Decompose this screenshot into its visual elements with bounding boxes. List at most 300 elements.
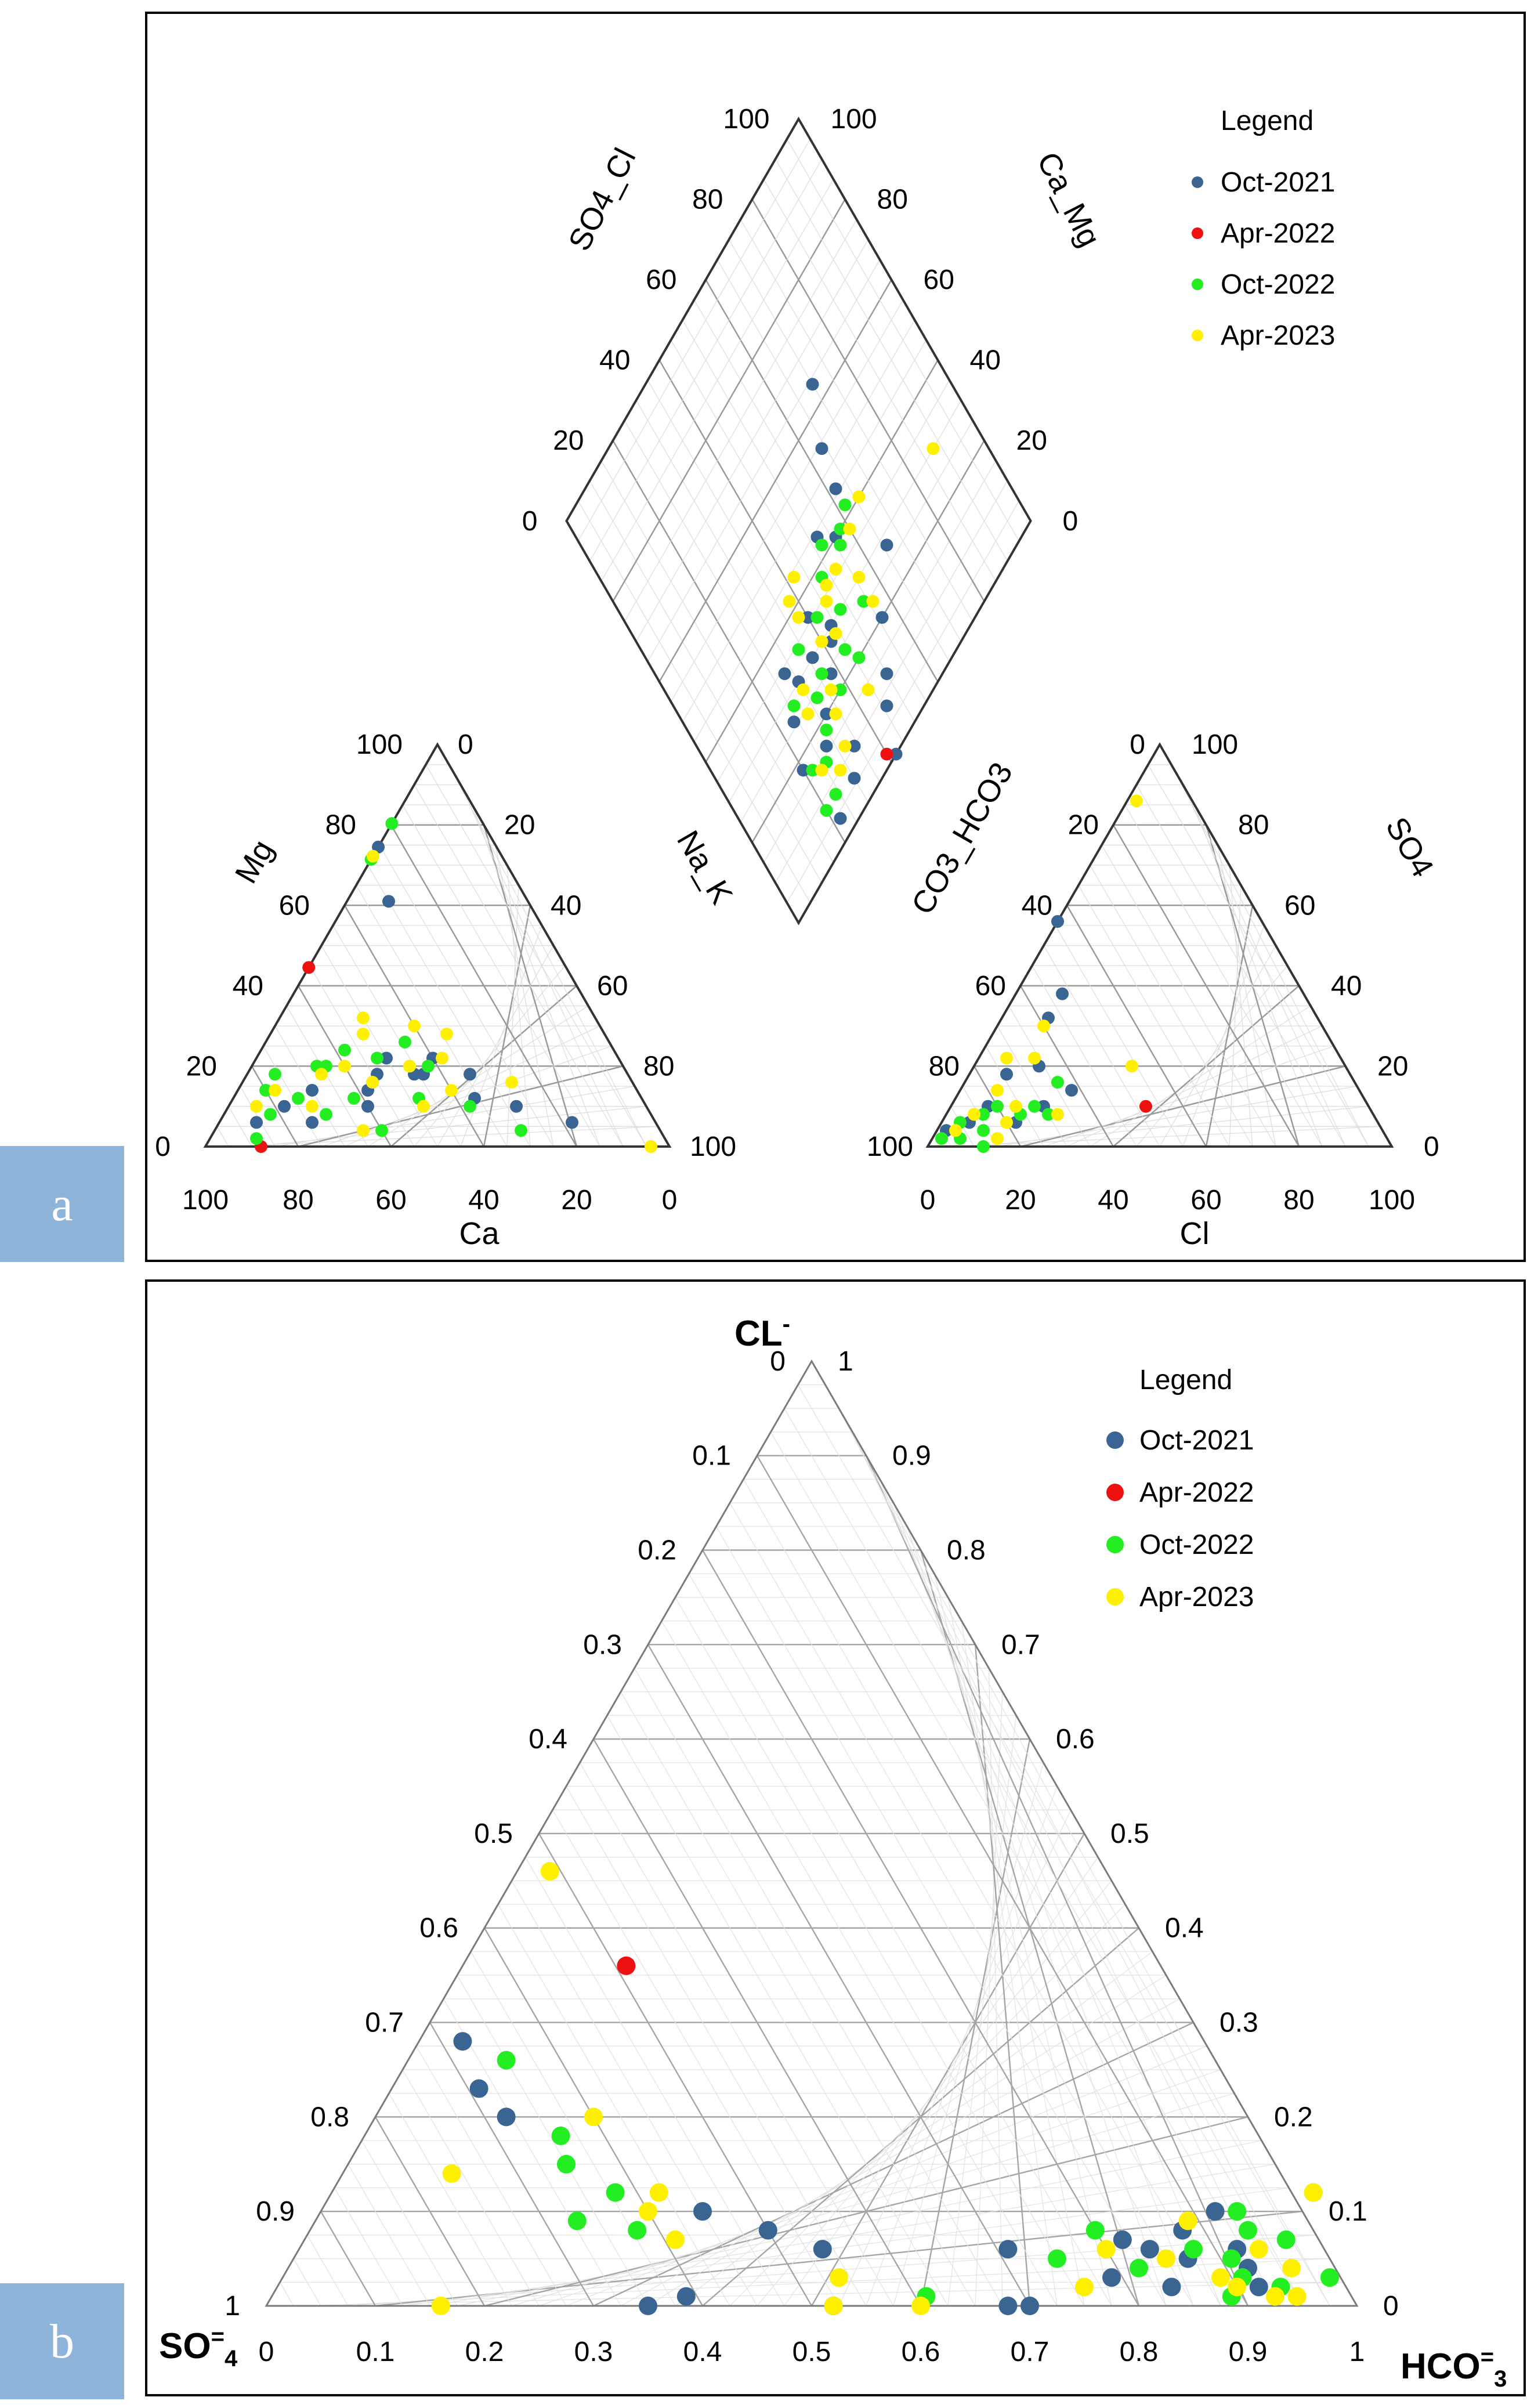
axis-label-so4-sup: = [211, 2324, 225, 2349]
cation-point-oct-2022 [264, 1108, 277, 1121]
cation-point-oct-2021 [306, 1084, 319, 1097]
cation-left-tick-label: 100 [356, 729, 403, 761]
cation-point-oct-2021 [566, 1116, 578, 1129]
anion-bottom-tick-label: 80 [1283, 1185, 1315, 1216]
anion-left-tick-label: 100 [866, 1131, 913, 1162]
cation-point-oct-2022 [464, 1100, 476, 1113]
anion-point-apr-2022 [1139, 1100, 1152, 1113]
cation-label-ca: Ca [459, 1216, 500, 1251]
diamond-point-apr-2023 [867, 595, 880, 608]
diamond-right-tick-label: 0 [1062, 505, 1079, 537]
axis-label-cl-text: CL [734, 1314, 783, 1354]
ternary-grid-line [362, 2141, 458, 2306]
ternary-grid-line [389, 2094, 512, 2306]
ternary-point-oct-2022 [606, 2183, 625, 2202]
piper-diagram [147, 14, 1528, 1264]
cation-right-tick-label: 60 [597, 970, 628, 1001]
ternary-point-apr-2023 [1179, 2211, 1197, 2230]
ternary-bottom-tick-label: 0.7 [1010, 2337, 1050, 2367]
diamond-right-tick-label: 100 [830, 103, 877, 135]
ternary-point-oct-2022 [497, 2051, 516, 2070]
ternary-point-oct-2021 [1162, 2277, 1181, 2296]
cation-bottom-tick-label: 20 [561, 1185, 592, 1216]
legend-item-oct-2022 [1106, 1530, 1254, 1560]
cation-point-oct-2022 [292, 1092, 305, 1105]
ternary-point-oct-2022 [628, 2221, 646, 2240]
legend-label: Apr-2022 [1139, 1477, 1254, 1508]
legend-title: Legend [1221, 106, 1314, 136]
anion-label-co3-hco3: CO3_HCO3 [904, 756, 1020, 921]
panel-a-tag: a [0, 1146, 124, 1262]
diamond-point-apr-2023 [830, 563, 842, 576]
diamond-point-oct-2021 [779, 667, 791, 680]
cation-point-apr-2023 [436, 1052, 448, 1065]
ternary-bottom-tick-label: 0.3 [574, 2337, 613, 2367]
cation-point-oct-2022 [250, 1132, 263, 1145]
anion-right-tick-label: 80 [1238, 809, 1269, 841]
piper-points [250, 378, 1152, 1153]
anion-point-apr-2023 [1009, 1100, 1022, 1113]
diamond-point-oct-2021 [848, 772, 861, 784]
anion-bottom-tick-label: 20 [1005, 1185, 1036, 1216]
axis-label-so4-text: SO [159, 2326, 211, 2366]
panel-b-tag: b [0, 2283, 124, 2399]
anion-bottom-tick-label: 60 [1190, 1185, 1222, 1216]
diamond-right-tick-label: 40 [969, 345, 1001, 376]
cation-triangle-grid-line [426, 765, 646, 1147]
ternary-point-apr-2023 [639, 2202, 657, 2221]
ternary-grid-line [553, 1810, 839, 2306]
anion-point-oct-2022 [977, 1124, 990, 1137]
ternary-point-oct-2021 [998, 2297, 1017, 2315]
cation-point-apr-2023 [315, 1068, 328, 1080]
diamond-point-oct-2022 [811, 692, 824, 704]
diamond-point-apr-2023 [927, 442, 940, 455]
diamond-point-oct-2022 [816, 538, 828, 551]
legend-label: Oct-2022 [1139, 1530, 1254, 1560]
cation-bottom-tick-label: 40 [468, 1185, 500, 1216]
diamond-point-oct-2021 [881, 538, 893, 551]
anion-triangle-grid-line [1171, 765, 1369, 1147]
cation-point-apr-2023 [250, 1100, 263, 1113]
cation-left-tick-label: 60 [278, 890, 310, 921]
ternary-point-apr-2023 [432, 2297, 450, 2315]
ternary-point-oct-2022 [1239, 2221, 1257, 2240]
ternary-point-oct-2022 [568, 2211, 587, 2230]
ternary-point-oct-2021 [759, 2221, 777, 2240]
ternary-point-oct-2021 [813, 2240, 832, 2258]
diamond-point-oct-2022 [834, 538, 847, 551]
legend-marker [1192, 227, 1203, 239]
cation-point-apr-2023 [306, 1100, 319, 1113]
ternary-point-oct-2022 [1320, 2268, 1339, 2287]
cation-label-na-k: Na_K [670, 825, 740, 910]
ternary-bottom-tick-label: 1 [1349, 2337, 1365, 2367]
cation-point-apr-2023 [357, 1028, 370, 1040]
diamond-point-oct-2021 [806, 378, 819, 391]
ternary-right-tick-label: 0.1 [1329, 2196, 1367, 2228]
anion-point-apr-2023 [991, 1132, 1004, 1145]
cation-point-oct-2021 [361, 1100, 374, 1113]
anion-right-tick-label: 60 [1284, 890, 1316, 921]
anion-right-tick-label: 0 [1424, 1131, 1439, 1162]
diamond-left-tick-label: 20 [553, 425, 584, 457]
cation-point-oct-2021 [250, 1116, 263, 1129]
cation-point-oct-2022 [375, 1124, 388, 1137]
ternary-bottom-tick-label: 0.4 [683, 2337, 722, 2367]
anion-right-tick-label: 100 [1192, 729, 1239, 761]
cation-point-apr-2023 [408, 1019, 421, 1032]
ternary-left-tick-label: 0.7 [365, 2007, 404, 2038]
ternary-right-tick-label: 1 [838, 1346, 853, 1377]
ternary-point-oct-2021 [1206, 2202, 1225, 2221]
diamond-label-so4-cl: SO4_Cl [562, 142, 643, 256]
anion-point-apr-2023 [991, 1084, 1004, 1097]
anion-left-tick-label: 40 [1021, 890, 1052, 921]
anion-triangle-grid-line [1079, 885, 1229, 1147]
ternary-bottom-tick-label: 0.5 [792, 2337, 831, 2367]
axis-label-hco3 [1401, 2344, 1507, 2392]
ternary-grid-line [526, 1857, 785, 2306]
diamond-point-oct-2021 [788, 715, 801, 728]
cation-right-tick-label: 20 [504, 809, 535, 841]
anion-point-apr-2023 [949, 1124, 962, 1137]
cation-point-oct-2021 [510, 1100, 523, 1113]
diamond-point-oct-2022 [820, 804, 833, 817]
ternary-point-apr-2023 [1228, 2277, 1246, 2296]
anion-left-tick-label: 60 [975, 970, 1006, 1001]
cation-bottom-tick-label: 0 [661, 1185, 678, 1216]
ternary-grid-line [607, 1715, 949, 2306]
axis-label-hco3-text: HCO [1401, 2346, 1481, 2387]
diamond-point-oct-2022 [792, 643, 805, 656]
ternary-bottom-tick-label: 0.1 [356, 2337, 395, 2367]
cation-bottom-tick-label: 100 [182, 1185, 229, 1216]
anion-point-oct-2022 [1028, 1100, 1041, 1113]
ternary-point-apr-2023 [824, 2297, 843, 2315]
legend-marker [1106, 1431, 1124, 1449]
cation-point-apr-2022 [302, 961, 315, 974]
cation-point-oct-2022 [515, 1124, 527, 1137]
ternary-right-tick-label: 0.8 [947, 1535, 986, 1566]
ternary-point-apr-2023 [1157, 2250, 1175, 2268]
ternary-left-tick-label: 0.4 [529, 1724, 567, 1755]
diamond-point-oct-2022 [788, 699, 801, 712]
ternary-grid-line [307, 2235, 349, 2306]
ternary-point-oct-2021 [998, 2240, 1017, 2258]
cation-label-mg: Mg [228, 834, 281, 890]
ternary-grid-line [580, 1763, 894, 2306]
ternary-grid-line [716, 1527, 1167, 2306]
cation-point-apr-2023 [269, 1084, 281, 1097]
ternary-point-apr-2023 [911, 2297, 930, 2315]
anion-bottom-tick-label: 0 [920, 1185, 936, 1216]
diamond-point-oct-2021 [806, 651, 819, 664]
ternary-point-apr-2023 [584, 2107, 603, 2126]
ternary-point-oct-2021 [1020, 2297, 1039, 2315]
ternary-point-oct-2022 [1130, 2259, 1148, 2277]
cation-point-oct-2021 [464, 1068, 476, 1080]
cation-point-oct-2022 [399, 1036, 411, 1048]
ternary-right-tick-label: 0.9 [892, 1440, 931, 1471]
legend-marker [1192, 176, 1203, 188]
axis-label-so4 [159, 2324, 238, 2371]
ternary-point-oct-2021 [497, 2107, 516, 2126]
cation-left-tick-label: 40 [232, 970, 263, 1001]
ternary-point-apr-2023 [1288, 2287, 1307, 2306]
cation-point-oct-2021 [278, 1100, 291, 1113]
anion-point-apr-2023 [1028, 1052, 1041, 1065]
cation-point-apr-2023 [357, 1124, 370, 1137]
cation-point-apr-2023 [445, 1084, 458, 1097]
ternary-grid-line [689, 1574, 1112, 2306]
cation-left-tick-label: 20 [186, 1051, 217, 1082]
ternary-point-apr-2023 [650, 2183, 668, 2202]
ternary-point-oct-2022 [552, 2127, 570, 2145]
legend-label: Oct-2021 [1221, 167, 1336, 198]
ternary-point-oct-2022 [1228, 2202, 1246, 2221]
cation-point-apr-2023 [403, 1060, 416, 1072]
ternary-point-oct-2022 [1222, 2250, 1241, 2268]
diamond-point-oct-2022 [839, 643, 852, 656]
cation-triangle-grid-line [449, 765, 646, 1147]
diamond-point-apr-2023 [816, 764, 828, 776]
ternary-bottom-tick-label: 0.6 [901, 2337, 940, 2367]
ternary-point-oct-2021 [693, 2202, 712, 2221]
ternary-point-apr-2023 [1266, 2287, 1284, 2306]
anion-triangle-grid-line [1102, 845, 1276, 1147]
legend-label: Apr-2023 [1139, 1582, 1254, 1612]
cation-point-oct-2022 [348, 1092, 360, 1105]
legend-label: Apr-2023 [1221, 320, 1336, 351]
legend-marker [1192, 279, 1203, 290]
ternary-grid-line [635, 1668, 1003, 2306]
ternary-left-tick-label: 0 [770, 1346, 786, 1377]
anion-triangle-grid-line [1055, 925, 1183, 1147]
anion-point-oct-2022 [935, 1132, 948, 1145]
ternary-left-tick-label: 0.1 [692, 1440, 731, 1471]
ternary-point-apr-2023 [443, 2164, 461, 2183]
ternary-right-tick-label: 0.6 [1056, 1724, 1095, 1755]
anion-bottom-tick-label: 40 [1098, 1185, 1129, 1216]
axis-label-hco3-sup: = [1480, 2344, 1494, 2370]
ternary-grid-line [798, 1385, 1330, 2306]
anion-point-oct-2021 [1051, 915, 1064, 928]
ternary-point-apr-2023 [541, 1862, 559, 1881]
legend-marker [1106, 1484, 1124, 1501]
diamond-point-oct-2021 [816, 442, 828, 455]
anion-point-apr-2023 [1051, 1108, 1064, 1121]
diamond-point-apr-2023 [853, 490, 866, 503]
ternary-diagram-panel [145, 1279, 1526, 2396]
ternary-point-oct-2021 [1102, 2268, 1121, 2287]
legend-a [1192, 106, 1335, 351]
diamond-point-apr-2023 [862, 684, 875, 696]
legend-marker [1192, 330, 1203, 341]
anion-left-tick-label: 20 [1067, 809, 1099, 841]
diamond-point-oct-2022 [853, 651, 866, 664]
anion-point-apr-2023 [1130, 794, 1143, 807]
anion-point-oct-2021 [1065, 1084, 1078, 1097]
ternary-point-apr-2023 [830, 2268, 848, 2287]
piper-diagram-panel [145, 12, 1526, 1262]
cation-point-oct-2022 [422, 1060, 435, 1072]
ternary-point-oct-2021 [453, 2032, 472, 2051]
diamond-point-oct-2022 [816, 667, 828, 680]
diamond-label-ca-mg: Ca_Mg [1030, 146, 1108, 253]
cation-right-tick-label: 100 [690, 1131, 737, 1162]
ternary-point-oct-2021 [1250, 2277, 1268, 2296]
ternary-point-apr-2023 [1075, 2277, 1094, 2296]
diamond-point-oct-2022 [811, 611, 824, 624]
legend-b [1106, 1365, 1254, 1612]
diamond-point-oct-2021 [820, 740, 833, 753]
ternary-left-tick-label: 0.3 [583, 1629, 622, 1661]
ternary-point-apr-2022 [617, 1957, 635, 1975]
axis-label-so4-sub: 4 [224, 2346, 238, 2371]
legend-item-oct-2021 [1106, 1425, 1254, 1456]
ternary-left-tick-label: 1 [225, 2291, 240, 2322]
diamond-point-apr-2023 [853, 571, 866, 584]
anion-left-tick-label: 80 [928, 1051, 960, 1082]
ternary-point-apr-2023 [1304, 2183, 1323, 2202]
diamond-point-apr-2023 [844, 523, 856, 536]
ternary-right-tick-label: 0.2 [1274, 2102, 1313, 2133]
diamond-point-oct-2022 [830, 788, 842, 801]
ternary-right-tick-label: 0.3 [1219, 2007, 1258, 2038]
cation-point-apr-2023 [366, 1076, 379, 1089]
ternary-point-oct-2022 [1048, 2250, 1066, 2268]
ternary-point-oct-2021 [1141, 2240, 1159, 2258]
cation-point-oct-2022 [385, 817, 398, 830]
axis-label-hco3-sub: 3 [1494, 2366, 1507, 2392]
diamond-point-apr-2022 [881, 748, 893, 761]
legend-title: Legend [1139, 1365, 1233, 1395]
cation-left-tick-label: 80 [325, 809, 356, 841]
ternary-bottom-tick-label: 0 [258, 2337, 274, 2367]
diamond-point-oct-2021 [830, 482, 842, 495]
anion-bottom-tick-label: 100 [1368, 1185, 1416, 1216]
anion-right-tick-label: 20 [1377, 1051, 1409, 1082]
cation-bottom-tick-label: 60 [375, 1185, 407, 1216]
cation-triangle-grid-line [472, 805, 600, 1147]
ternary-point-oct-2022 [557, 2155, 576, 2174]
ternary-bottom-tick-label: 0.2 [465, 2337, 504, 2367]
diamond-left-tick-label: 40 [599, 345, 631, 376]
anion-point-apr-2023 [1037, 1019, 1050, 1032]
ternary-right-tick-label: 0.7 [1001, 1629, 1040, 1661]
diamond-point-apr-2023 [830, 707, 842, 720]
ternary-point-apr-2023 [1282, 2259, 1301, 2277]
cation-right-tick-label: 40 [551, 890, 582, 921]
legend-item-apr-2022 [1192, 218, 1335, 249]
legend-label: Apr-2022 [1221, 218, 1336, 249]
axis-label-cl [734, 1311, 790, 1354]
diamond-left-tick-label: 100 [723, 103, 770, 135]
diamond-point-apr-2023 [820, 579, 833, 592]
cation-right-tick-label: 80 [643, 1051, 675, 1082]
ternary-right-tick-label: 0 [1383, 2291, 1399, 2322]
cation-point-apr-2023 [357, 1011, 370, 1024]
diamond-point-apr-2023 [792, 611, 805, 624]
ternary-left-tick-label: 0.9 [256, 2196, 295, 2228]
ternary-point-oct-2022 [1277, 2230, 1295, 2249]
legend-label: Oct-2021 [1139, 1425, 1254, 1456]
axis-label-cl-sup: - [782, 1311, 790, 1337]
anion-point-oct-2021 [1000, 1068, 1013, 1080]
cation-triangle-grid-line [356, 885, 507, 1147]
diamond-point-apr-2023 [802, 707, 815, 720]
diamond-point-oct-2022 [834, 603, 847, 616]
legend-item-apr-2023 [1106, 1582, 1254, 1612]
diamond-point-apr-2023 [816, 635, 828, 648]
diamond-point-apr-2023 [788, 571, 801, 584]
diamond-point-apr-2023 [783, 595, 796, 608]
diamond-point-apr-2023 [839, 740, 852, 753]
anion-point-apr-2023 [1000, 1052, 1013, 1065]
piper-grid [205, 119, 1392, 1147]
ternary-point-oct-2021 [639, 2297, 657, 2315]
anion-point-apr-2023 [968, 1108, 980, 1121]
ternary-left-tick-label: 0.6 [419, 1912, 458, 1944]
diamond-point-oct-2021 [834, 812, 847, 825]
ternary-bottom-tick-label: 0.8 [1119, 2337, 1159, 2367]
ternary-right-tick-label: 0.4 [1165, 1912, 1204, 1944]
cation-point-oct-2022 [269, 1068, 281, 1080]
cation-point-oct-2022 [338, 1044, 351, 1057]
diamond-point-oct-2021 [881, 699, 893, 712]
diamond-left-tick-label: 0 [522, 505, 538, 537]
cation-point-oct-2022 [371, 1052, 383, 1065]
cation-point-apr-2023 [367, 850, 379, 863]
diamond-right-tick-label: 80 [877, 184, 908, 215]
diamond-point-oct-2022 [839, 498, 852, 511]
cation-point-apr-2023 [440, 1028, 453, 1040]
anion-right-tick-label: 40 [1331, 970, 1362, 1001]
ternary-grid-line [471, 1951, 676, 2306]
ternary-point-apr-2023 [1250, 2240, 1268, 2258]
ternary-point-oct-2022 [1086, 2221, 1105, 2240]
ternary-point-oct-2021 [470, 2080, 488, 2098]
diamond-right-tick-label: 20 [1016, 425, 1047, 457]
anion-triangle-grid-line [1195, 805, 1322, 1147]
ternary-left-tick-label: 0.2 [638, 1535, 676, 1566]
legend-item-apr-2022 [1106, 1477, 1254, 1508]
cation-point-oct-2022 [320, 1108, 332, 1121]
diamond-left-tick-label: 60 [646, 265, 677, 296]
diamond-point-apr-2023 [830, 627, 842, 640]
legend-marker [1106, 1536, 1124, 1553]
ternary-point-apr-2023 [1097, 2240, 1116, 2258]
ternary-grid-line [417, 2046, 567, 2306]
anion-label-cl: Cl [1179, 1216, 1210, 1251]
ternary-bottom-tick-label: 0.9 [1228, 2337, 1268, 2367]
anion-point-apr-2023 [1126, 1060, 1138, 1072]
ternary-point-oct-2021 [677, 2287, 696, 2306]
cation-point-apr-2023 [645, 1140, 657, 1153]
cation-triangle-grid-line [217, 1126, 229, 1147]
ternary-diagram [147, 1282, 1528, 2399]
diamond-left-tick-label: 80 [692, 184, 723, 215]
anion-point-oct-2022 [1051, 1076, 1064, 1089]
legend-marker [1106, 1588, 1124, 1606]
diamond-point-oct-2021 [881, 667, 893, 680]
cation-point-oct-2021 [306, 1116, 319, 1129]
ternary-left-tick-label: 0.5 [474, 1818, 513, 1849]
ternary-grid-line [826, 1385, 1330, 2306]
cation-point-apr-2023 [338, 1060, 351, 1072]
diamond-point-apr-2023 [825, 684, 838, 696]
